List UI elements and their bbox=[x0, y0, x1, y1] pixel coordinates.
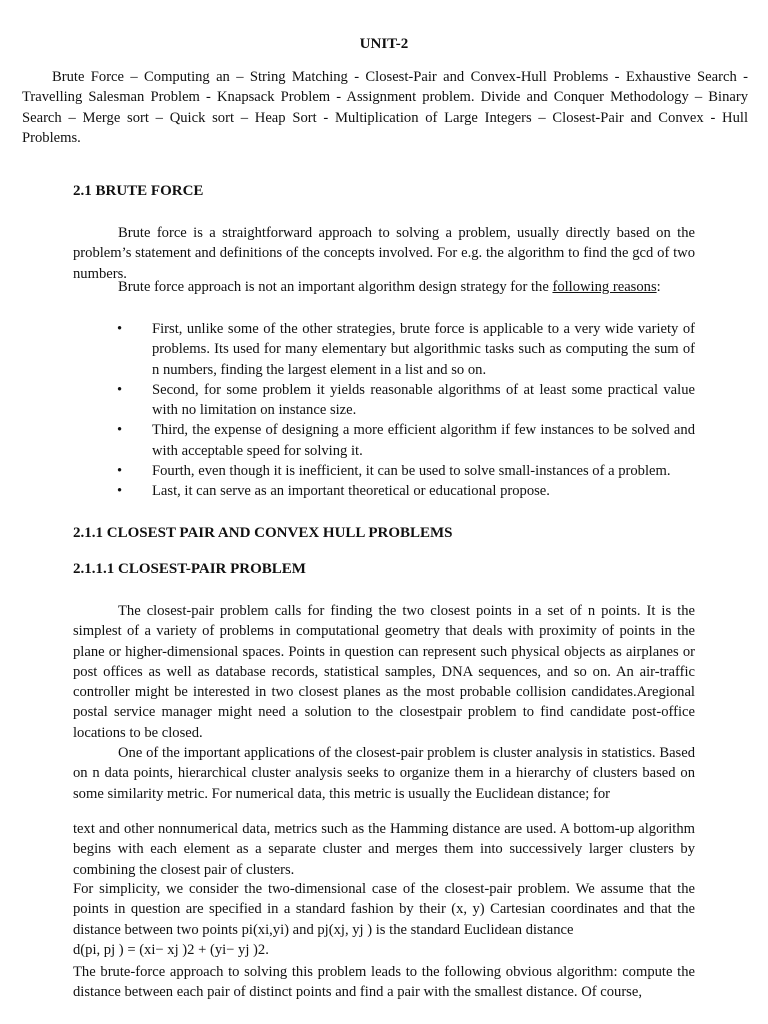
bullet-text: Third, the expense of designing a more efficient algorithm if few instances to be solved and with acceptable speed for solving it. bbox=[152, 422, 695, 459]
brute-force-reasons-intro bbox=[73, 277, 695, 297]
closest-pair-intro-paragraph: The closest-pair problem calls for finding the two closest points in a set of n points. It is the simplest of a variety of problems in computational geometry that deals with proximity of points in the plane or higher-dimensional spaces. Points in question can represent such physical objects as airplanes or post offices as well as database records, statistical samples, DNA sequences, and so on. An air-traffic controller might be interested in two closest planes as the most probable collision candidates.Aregional postal service manager might need a solution to the closestpair problem to find candidate post-office locations to be closed. bbox=[73, 603, 695, 741]
reasons-intro-text: Brute force approach is not an important algorithm design strategy for the bbox=[118, 279, 553, 295]
section-heading-closest-pair-problem: 2.1.1.1 CLOSEST-PAIR PROBLEM bbox=[73, 561, 306, 577]
section-heading-closest-pair-convex-hull: 2.1.1 CLOSEST PAIR AND CONVEX HULL PROBLEMS bbox=[73, 525, 453, 541]
bullet-icon: • bbox=[117, 321, 123, 337]
section-heading-brute-force: 2.1 BRUTE FORCE bbox=[73, 183, 204, 199]
list-item bbox=[73, 380, 695, 421]
list-item bbox=[73, 319, 695, 380]
reasons-intro-colon: : bbox=[656, 279, 661, 295]
bullet-icon: • bbox=[117, 422, 123, 439]
brute-force-algorithm-paragraph: The brute-force approach to solving this problem leads to the following obvious algorithm: compute the distance between each pair of distinct points and find a pair with the smallest distance. Of course, bbox=[73, 964, 695, 1001]
unit-intro-paragraph: Brute Force – Computing an – String Matching - Closest-Pair and Convex-Hull Problems - Exhaustive Search - Travelling Salesman Problem - Knapsack Problem - Assignment problem. Divide and Conquer Methodology – Binary Search – Merge sort – Quick sort – Heap Sort - Multiplication of Large Integers – Closest-Pair and Convex - Hull Problems. bbox=[22, 69, 748, 146]
cluster-analysis-paragraph: One of the important applications of the closest-pair problem is cluster analysis in statistics. Based on n data points, hierarchical cluster analysis seeks to organize them in a hierarchy of clusters based on some similarity metric. For numerical data, this metric is usually the Euclidean distance; for bbox=[73, 745, 695, 802]
bullet-icon: • bbox=[117, 381, 123, 398]
brute-force-definition-paragraph: Brute force is a straightforward approach to solving a problem, usually directly based on the problem’s statement and definitions of the concepts involved. For e.g. the algorithm to find the gcd of two numbers. bbox=[73, 225, 695, 282]
reasons-bullet-list bbox=[73, 319, 695, 502]
list-item bbox=[73, 420, 695, 461]
list-item bbox=[73, 461, 695, 481]
bullet-text: Second, for some problem it yields reasonable algorithms of at least some practical value with no limitation on instance size. bbox=[152, 381, 695, 419]
page-title: UNIT-2 bbox=[359, 36, 409, 52]
euclidean-distance-formula: d(pi, pj ) = (xi− xj )2 + (yi− yj )2. bbox=[73, 942, 269, 958]
bullet-text: Last, it can serve as an important theoretical or educational propose. bbox=[152, 483, 550, 500]
bullet-text: First, unlike some of the other strategies, brute force is applicable to a very wide variety of problems. Its used for many elementary but algorithmic tasks such as computing the sum of n numbers, finding the largest element in a list and so on. bbox=[152, 321, 695, 378]
bullet-icon: • bbox=[117, 483, 123, 500]
following-reasons-link[interactable]: following reasons bbox=[552, 279, 657, 295]
bullet-icon: • bbox=[117, 463, 123, 480]
two-dimensional-case-paragraph: For simplicity, we consider the two-dimensional case of the closest-pair problem. We assume that the points in question are specified in a standard fashion by their (x, y) Cartesian coordinates and that the distance between two points pi(xi,yi) and pj(xj, yj ) is the standard Euclidean distance bbox=[73, 881, 695, 938]
list-item bbox=[73, 481, 695, 501]
bullet-text: Fourth, even though it is inefficient, it can be used to solve small-instances of a problem. bbox=[152, 463, 671, 480]
hamming-distance-paragraph: text and other nonnumerical data, metrics such as the Hamming distance are used. A bottom-up algorithm begins with each element as a separate cluster and merges them into successively larger clusters by combining the closest pair of clusters. bbox=[73, 821, 695, 878]
